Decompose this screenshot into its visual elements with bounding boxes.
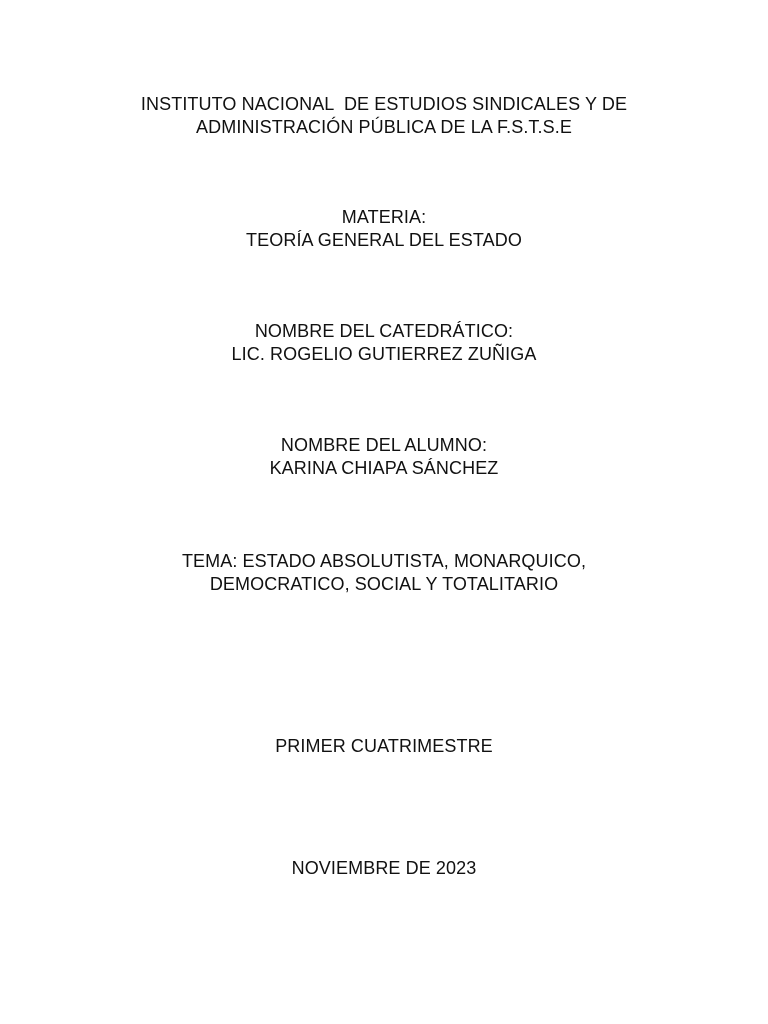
student-block xyxy=(0,434,768,480)
institution-line-1: INSTITUTO NACIONAL DE ESTUDIOS SINDICALES Y DE xyxy=(140,94,628,114)
period-text: PRIMER CUATRIMESTRE xyxy=(275,736,493,756)
period-block xyxy=(0,735,768,758)
subject-value: TEORÍA GENERAL DEL ESTADO xyxy=(246,230,522,250)
date-block xyxy=(0,857,768,880)
professor-block xyxy=(0,320,768,366)
subject-label: MATERIA: xyxy=(341,207,427,227)
topic-line-2: DEMOCRATICO, SOCIAL Y TOTALITARIO xyxy=(209,574,559,594)
date-text: NOVIEMBRE DE 2023 xyxy=(291,858,477,878)
institution-heading xyxy=(0,93,768,139)
institution-line-2: ADMINISTRACIÓN PÚBLICA DE LA F.S.T.S.E xyxy=(196,117,572,137)
professor-label: NOMBRE DEL CATEDRÁTICO: xyxy=(254,321,514,341)
subject-block xyxy=(0,206,768,252)
professor-name: LIC. ROGELIO GUTIERREZ ZUÑIGA xyxy=(231,344,537,364)
topic-block xyxy=(0,550,768,596)
student-name: KARINA CHIAPA SÁNCHEZ xyxy=(269,458,499,478)
topic-line-1: TEMA: ESTADO ABSOLUTISTA, MONARQUICO, xyxy=(181,551,587,571)
student-label: NOMBRE DEL ALUMNO: xyxy=(280,435,488,455)
